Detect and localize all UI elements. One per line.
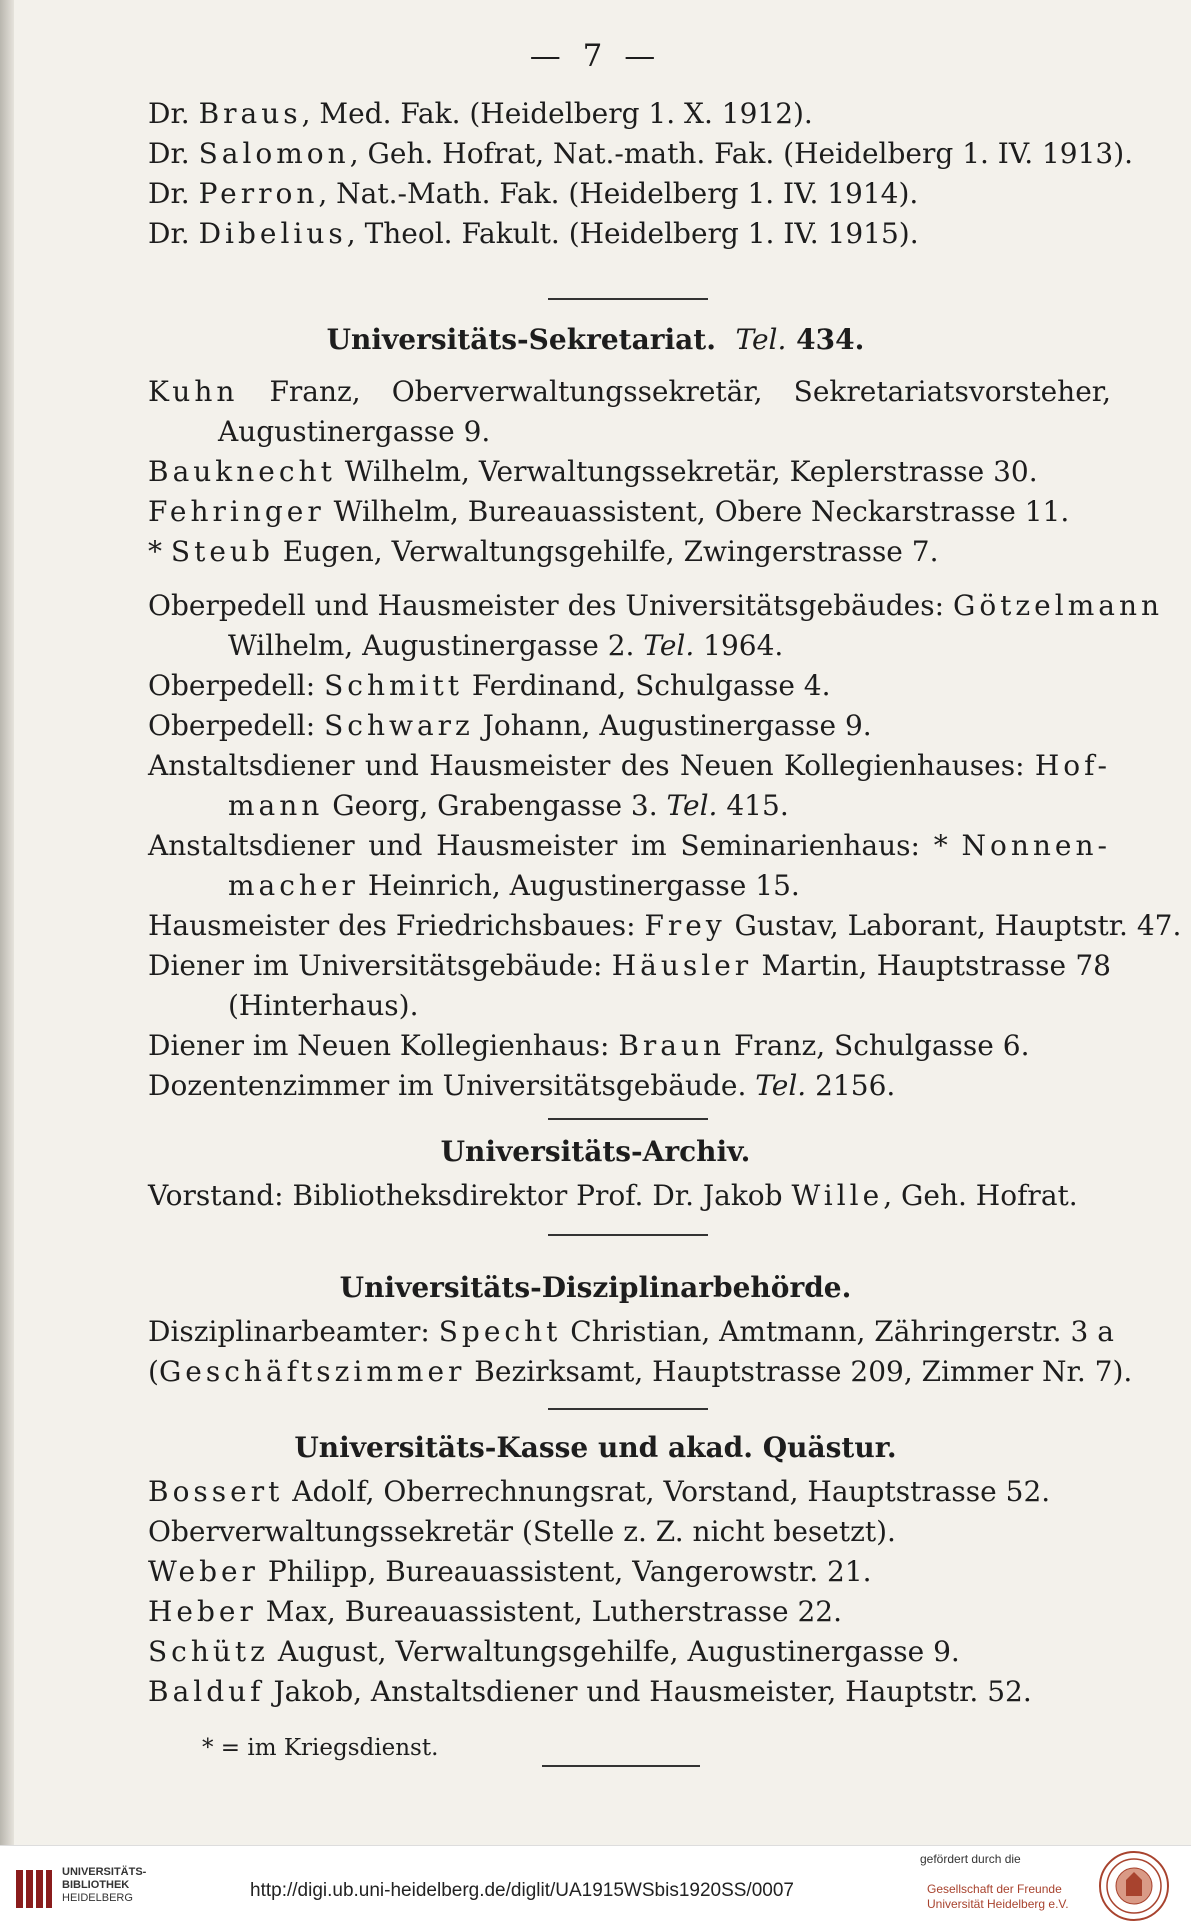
staff-line-nonnenmacher: Anstaltsdiener und Hausmeister im Seminarienhaus: * Nonnen- xyxy=(148,829,1111,862)
staff-line-dozentenzimmer: Dozentenzimmer im Universitätsgebäude. Tel. 2156. xyxy=(148,1069,896,1102)
sekretariat-line-steub: * Steub Eugen, Verwaltungsgehilfe, Zwingerstrasse 7. xyxy=(148,535,939,568)
sekretariat-line-bauknecht: Bauknecht Wilhelm, Verwaltungssekretär, Keplerstrasse 30. xyxy=(148,455,1038,488)
staff-line-schwarz: Oberpedell: Schwarz Johann, Augustinergasse 9. xyxy=(148,709,872,742)
sponsor-name: Gesellschaft der Freunde Universität Heidelberg e.V. xyxy=(927,1882,1069,1911)
staff-line-goetzelmann-cont: Wilhelm, Augustinergasse 2. Tel. 1964. xyxy=(228,629,784,662)
kasse-line-schuetz: Schütz August, Verwaltungsgehilfe, Augustinergasse 9. xyxy=(148,1635,960,1668)
section-divider xyxy=(548,1118,708,1120)
staff-line-hofmann: Anstaltsdiener und Hausmeister des Neuen Kollegienhauses: Hof- xyxy=(148,749,1111,782)
sponsor-label: gefördert durch die xyxy=(920,1852,1021,1866)
staff-line-haeusler-cont: (Hinterhaus). xyxy=(228,989,419,1022)
library-logo-icon xyxy=(14,1866,54,1912)
disziplin-heading: Universitäts-Disziplinarbehörde. xyxy=(339,1271,852,1304)
staff-line-nonnenmacher-cont: macher Heinrich, Augustinergasse 15. xyxy=(228,869,800,902)
kasse-line-oberverwaltungssekretaer: Oberverwaltungssekretär (Stelle z. Z. nicht besetzt). xyxy=(148,1515,896,1548)
section-divider xyxy=(548,1408,708,1410)
staff-line-frey: Hausmeister des Friedrichsbaues: Frey Gustav, Laborant, Hauptstr. 47. xyxy=(148,909,1182,942)
kasse-line-bossert: Bossert Adolf, Oberrechnungsrat, Vorstand, Hauptstrasse 52. xyxy=(148,1475,1051,1508)
disziplin-line-geschaeftszimmer: (Geschäftszimmer Bezirksamt, Hauptstrasse 209, Zimmer Nr. 7). xyxy=(148,1355,1133,1388)
library-name: UNIVERSITÄTS- BIBLIOTHEK HEIDELBERG xyxy=(62,1866,147,1904)
page-number: — 7 — xyxy=(529,38,662,74)
dean-line-braus: Dr. Braus, Med. Fak. (Heidelberg 1. X. 1912). xyxy=(148,97,813,130)
permalink-url[interactable]: http://digi.ub.uni-heidelberg.de/diglit/UA1915WSbis1920SS/0007 xyxy=(250,1880,794,1901)
footnote: * = im Kriegsdienst. xyxy=(202,1735,439,1761)
dean-line-perron: Dr. Perron, Nat.-Math. Fak. (Heidelberg 1. IV. 1914). xyxy=(148,177,919,210)
sekretariat-line-kuhn-cont: Augustinergasse 9. xyxy=(218,415,491,448)
staff-line-schmitt: Oberpedell: Schmitt Ferdinand, Schulgasse 4. xyxy=(148,669,831,702)
archiv-line-vorstand: Vorstand: Bibliotheksdirektor Prof. Dr. Jakob Wille, Geh. Hofrat. xyxy=(148,1179,1078,1212)
disziplin-line-specht: Disziplinarbeamter: Specht Christian, Amtmann, Zähringerstr. 3 a xyxy=(148,1315,1114,1348)
staff-line-haeusler: Diener im Universitätsgebäude: Häusler Martin, Hauptstrasse 78 xyxy=(148,949,1111,982)
dean-line-salomon: Dr. Salomon, Geh. Hofrat, Nat.-math. Fak. (Heidelberg 1. IV. 1913). xyxy=(148,137,1134,170)
sekretariat-line-kuhn: Kuhn Franz, Oberverwaltungssekretär, Sekretariatsvorsteher, xyxy=(148,375,1111,408)
section-divider xyxy=(548,298,708,300)
footnote-rule xyxy=(542,1765,700,1767)
university-seal-icon xyxy=(1098,1850,1170,1922)
scan-edge-shadow xyxy=(0,0,14,1845)
digitization-footer xyxy=(0,1845,1191,1926)
kasse-line-heber: Heber Max, Bureauassistent, Lutherstrasse 22. xyxy=(148,1595,842,1628)
sekretariat-heading: Universitäts-Sekretariat. Tel. 434. xyxy=(326,323,865,356)
staff-line-braun: Diener im Neuen Kollegienhaus: Braun Franz, Schulgasse 6. xyxy=(148,1029,1030,1062)
kasse-line-balduf: Balduf Jakob, Anstaltsdiener und Hausmeister, Hauptstr. 52. xyxy=(148,1675,1032,1708)
staff-line-hofmann-cont: mann Georg, Grabengasse 3. Tel. 415. xyxy=(228,789,789,822)
section-divider xyxy=(548,1234,708,1236)
kasse-line-weber: Weber Philipp, Bureauassistent, Vangerowstr. 21. xyxy=(148,1555,872,1588)
staff-line-goetzelmann: Oberpedell und Hausmeister des Universitätsgebäudes: Götzelmann xyxy=(148,589,1164,622)
sekretariat-line-fehringer: Fehringer Wilhelm, Bureauassistent, Obere Neckarstrasse 11. xyxy=(148,495,1070,528)
archiv-heading: Universitäts-Archiv. xyxy=(440,1135,751,1168)
kasse-heading: Universitäts-Kasse und akad. Quästur. xyxy=(294,1431,897,1464)
dean-line-dibelius: Dr. Dibelius, Theol. Fakult. (Heidelberg 1. IV. 1915). xyxy=(148,217,919,250)
